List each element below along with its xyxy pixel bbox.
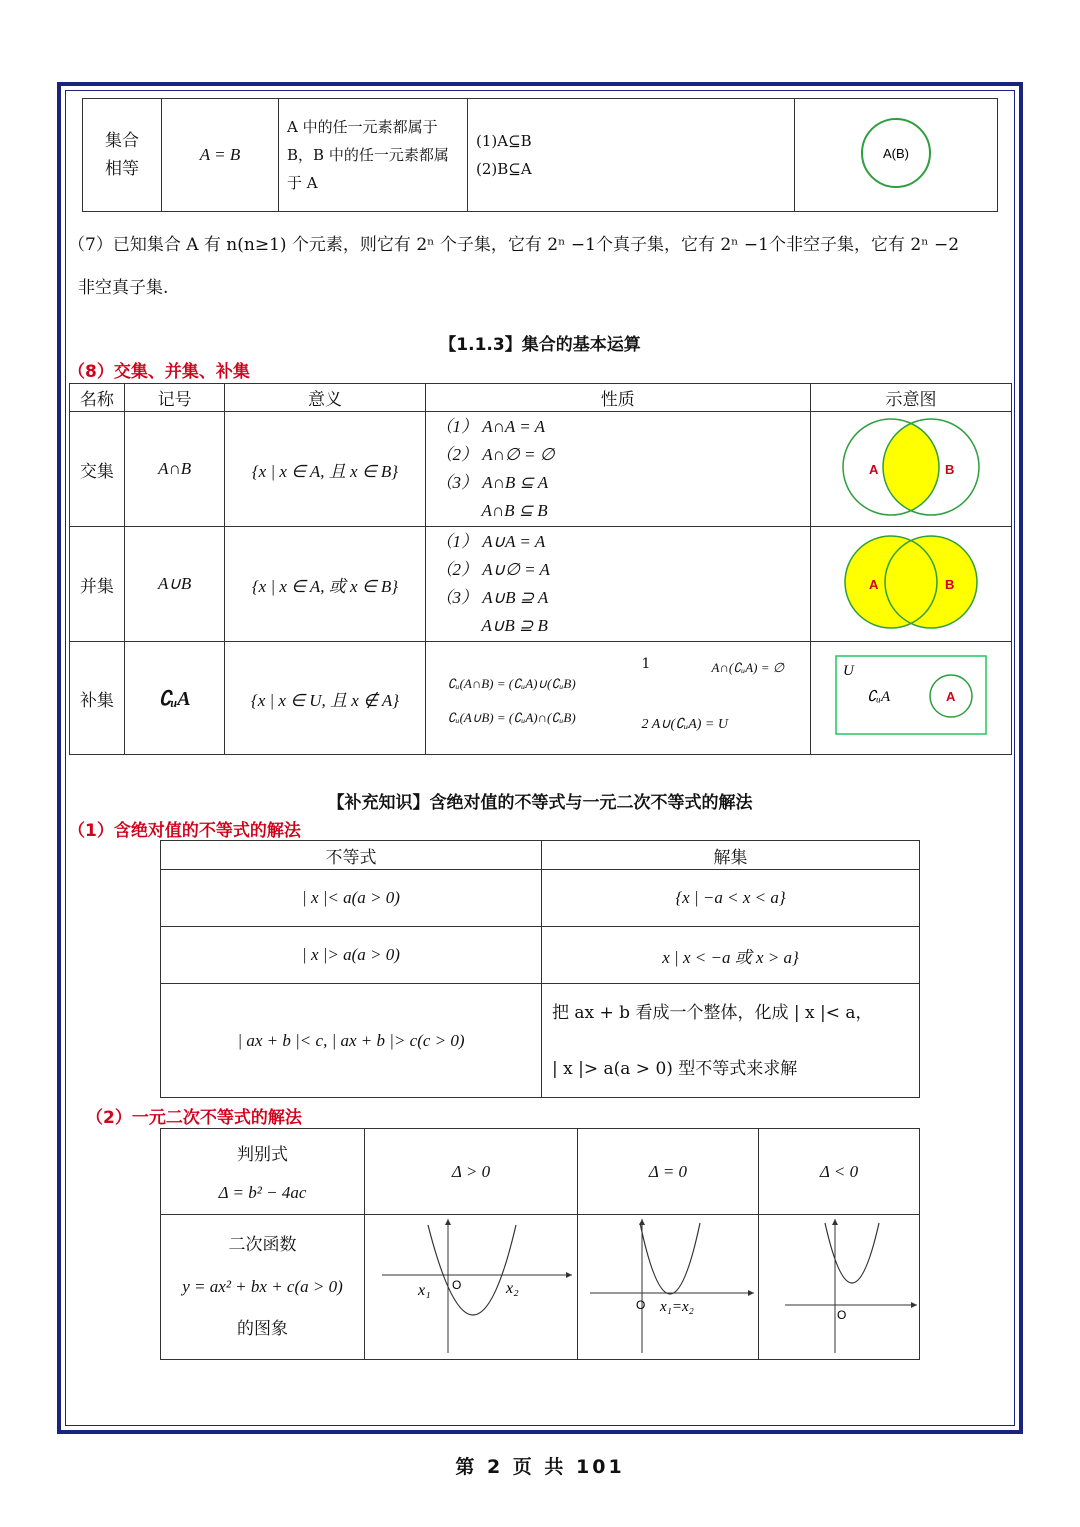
abs-ineq-heading: （1）含绝对值的不等式的解法 — [68, 821, 301, 841]
venn-label-a: A — [869, 462, 879, 477]
ineq-cell: | x |< a(a > 0) — [161, 870, 542, 927]
supplement-title: 【补充知识】含绝对值的不等式与一元二次不等式的解法 — [327, 793, 753, 813]
prop-item: 2 A∪(∁ᵤA) = U — [641, 717, 728, 732]
row-symbol: ∁ᵤA — [124, 642, 225, 755]
case-positive: Δ > 0 — [365, 1129, 578, 1215]
section-8-heading: （8）交集、并集、补集 — [68, 362, 250, 382]
page-footer: 第 2 页 共 101 — [455, 1456, 625, 1478]
prop-item: （3） A∪B ⊇ A — [435, 588, 549, 607]
case-negative: Δ < 0 — [759, 1129, 920, 1215]
set-equal-name: 集合相等 — [83, 99, 162, 212]
graph-label-x1x2: x₁=x₂ — [659, 1299, 694, 1315]
discriminant-cell — [161, 1129, 365, 1215]
graph-label-o: O — [635, 1298, 646, 1312]
graph-two-roots — [366, 1215, 576, 1355]
table-row — [161, 927, 920, 984]
set-equal-properties — [468, 99, 795, 212]
complement-venn-cell — [811, 642, 1012, 755]
intersection-venn-cell — [811, 412, 1012, 527]
section-113-title: 【1.1.3】集合的基本运算 — [439, 335, 641, 355]
venn-label-a: A — [869, 577, 879, 592]
venn-label-b: B — [945, 462, 955, 477]
set-equal-venn — [836, 113, 956, 193]
graph-two-roots-cell — [365, 1215, 578, 1360]
solution-line-2: | x |> a(a > 0) 型不等式来求解 — [552, 1058, 798, 1079]
prop-item: ∁ᵤ(A∪B) = (∁ᵤA)∩(∁ᵤB) — [447, 710, 576, 725]
graph-no-root-cell — [759, 1215, 920, 1360]
prop-item: （3） A∩B ⊆ A — [435, 473, 549, 492]
col-header-diagram: 示意图 — [811, 384, 1012, 412]
row-symbol: A∪B — [124, 527, 225, 642]
row-properties — [425, 527, 811, 642]
property-1: (1)A⊆B — [476, 132, 532, 150]
prop-item: （2） A∩∅ = ∅ — [435, 445, 555, 464]
venn-label-b: B — [945, 577, 955, 592]
venn-label-u: U — [843, 663, 854, 679]
ineq-cell: | x |> a(a > 0) — [161, 927, 542, 984]
graph-label-x2: x₂ — [506, 1280, 519, 1297]
venn-label-a: A — [946, 689, 956, 704]
func-formula: y = ax² + bx + c(a > 0) — [182, 1277, 343, 1296]
solution-cell: {x | −a < x < a} — [542, 870, 920, 927]
col-header-property: 性质 — [425, 384, 811, 412]
ineq-cell: | ax + b |< c, | ax + b |> c(c > 0) — [161, 984, 542, 1098]
prop-item: （1） A∩A = A — [435, 417, 546, 436]
row-meaning: {x | x ∈ A, 且 x ∈ B} — [225, 412, 425, 527]
row-properties — [425, 412, 811, 527]
prop-item: A∩B ⊆ B — [481, 501, 548, 520]
solution-cell: x | x < −a 或 x > a} — [542, 927, 920, 984]
set-equal-diagram — [795, 99, 998, 212]
solution-cell — [542, 984, 920, 1098]
set-equal-symbol: A = B — [162, 99, 279, 212]
col-header-ineq: 不等式 — [161, 841, 542, 870]
venn-label-ab: A(B) — [883, 146, 909, 161]
prop-item: A∩(∁ᵤA) = ∅ — [711, 660, 785, 675]
row-name: 补集 — [70, 642, 125, 755]
graph-one-root-cell — [577, 1215, 758, 1360]
table-row — [70, 642, 1012, 755]
union-venn-cell — [811, 527, 1012, 642]
func-label-2: 的图象 — [237, 1319, 289, 1339]
union-venn — [811, 527, 1011, 637]
graph-label-x1: x₁ — [418, 1282, 431, 1299]
row-properties — [425, 642, 811, 755]
table-row — [161, 870, 920, 927]
abs-ineq-table — [160, 840, 920, 1098]
prop-item: A∪B ⊇ B — [481, 616, 548, 635]
venn-label-cua: ∁ᵤA — [867, 689, 891, 705]
complement-venn — [831, 651, 991, 741]
prop-item: ∁ᵤ(A∩B) = (∁ᵤA)∪(∁ᵤB) — [447, 676, 576, 691]
prop-item: （2） A∪∅ = A — [435, 560, 550, 579]
graph-label-o: O — [452, 1278, 462, 1292]
case-zero: Δ = 0 — [577, 1129, 758, 1215]
col-header-solution: 解集 — [542, 841, 920, 870]
note-7-line1: （7）已知集合 A 有 n(n≥1) 个元素，则它有 2ⁿ 个子集，它有 2ⁿ −1个真子集，它有 2ⁿ −1个非空子集，它有 2ⁿ −2 — [68, 235, 960, 255]
row-name: 交集 — [70, 412, 125, 527]
col-header-name: 名称 — [70, 384, 125, 412]
set-equal-meaning: A 中的任一元素都属于 B，B 中的任一元素都属于 A — [279, 99, 468, 212]
col-header-symbol: 记号 — [124, 384, 225, 412]
prop-item: （1） A∪A = A — [435, 532, 546, 551]
col-header-meaning: 意义 — [225, 384, 425, 412]
row-name: 并集 — [70, 527, 125, 642]
property-2: (2)B⊆A — [476, 160, 532, 178]
function-cell — [161, 1215, 365, 1360]
graph-one-root — [578, 1215, 758, 1355]
disc-label: 判别式 — [237, 1145, 289, 1165]
set-equal-table — [82, 98, 998, 212]
func-label-1: 二次函数 — [228, 1235, 297, 1255]
quadratic-table — [160, 1128, 920, 1360]
row-meaning: {x | x ∈ U, 且 x ∉ A} — [225, 642, 425, 755]
set-operations-table — [69, 383, 1012, 755]
row-symbol: A∩B — [124, 412, 225, 527]
quad-ineq-heading: （2）一元二次不等式的解法 — [86, 1108, 302, 1128]
table-row — [70, 412, 1012, 527]
solution-line-1: 把 ax + b 看成一个整体，化成 | x |< a， — [552, 1002, 873, 1023]
prop-item: 1 — [641, 656, 651, 672]
intersection-venn — [811, 412, 1011, 522]
table-row — [161, 984, 920, 1098]
note-7-line2: 非空真子集. — [78, 278, 169, 298]
row-meaning: {x | x ∈ A, 或 x ∈ B} — [225, 527, 425, 642]
graph-no-root — [759, 1215, 919, 1355]
disc-formula: Δ = b² − 4ac — [218, 1183, 307, 1202]
graph-label-o: O — [837, 1308, 847, 1322]
table-row — [70, 527, 1012, 642]
